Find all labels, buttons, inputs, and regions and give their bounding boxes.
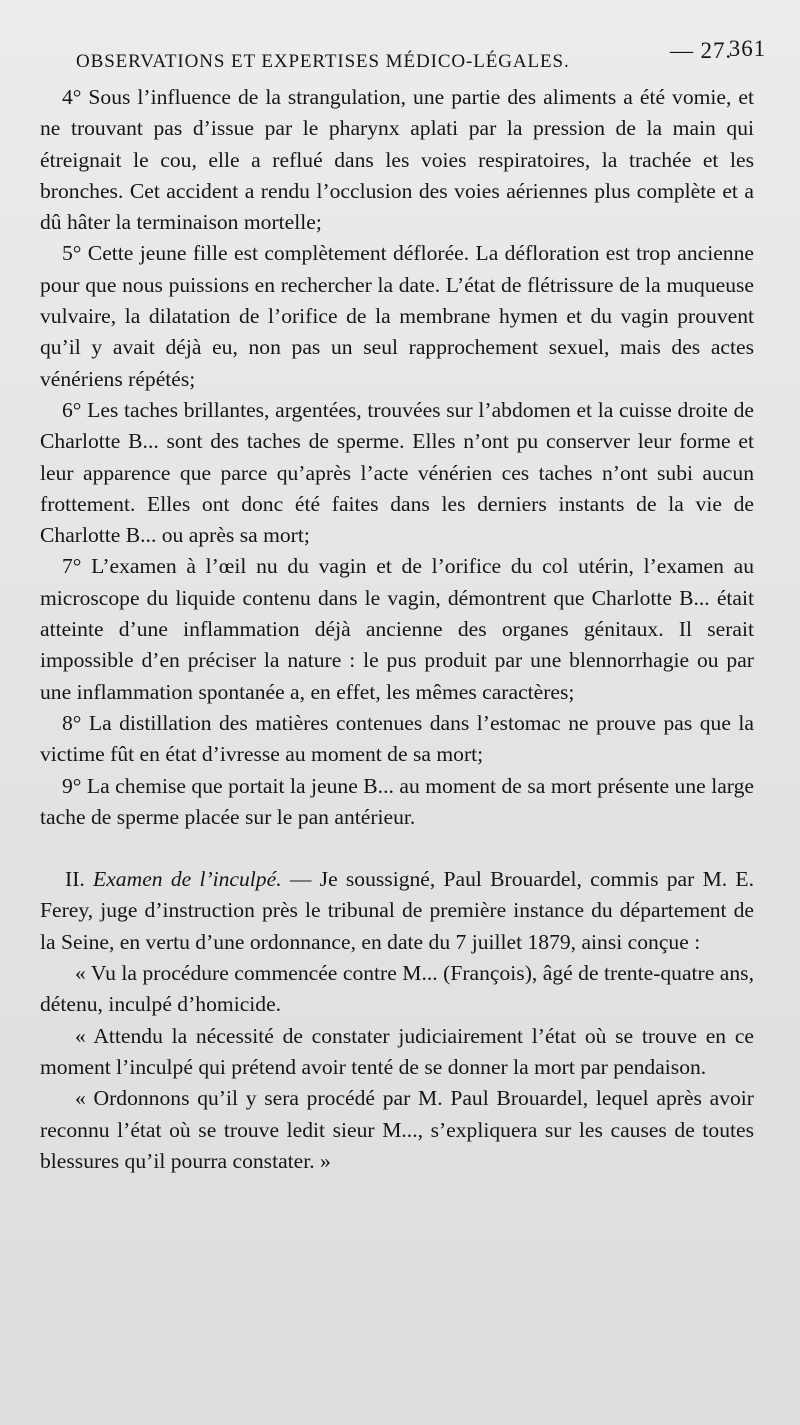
section-number: — 27. — [670, 38, 732, 63]
section-two-title: Examen de l’inculpé. — [93, 867, 282, 892]
conclusion-6: 6° Les taches brillantes, argentées, trouvées sur l’abdomen et la cuisse droite de Charlotte B... sont des taches de sperme. Elles n’ont pu conserver leur forme et leur apparence que parce qu’après l’acte vénérien ces taches n’ont subi aucun frottement. Elles ont donc été faites dans les derniers instants de la vie de Charlotte B... ou après sa mort; — [40, 397, 754, 548]
section-two-number: II. — [65, 867, 85, 892]
conclusion-9: 9° La chemise que portait la jeune B... au moment de sa mort présente une large tache de sperme placée sur le pan antérieur. — [40, 773, 754, 829]
conclusion-4: 4° Sous l’influence de la strangulation, une partie des aliments a été vomie, et ne trouvant pas d’issue par le pharynx aplati par la pression de la main qui étreignait le cou, elle a reflué dans les voies respiratoires, la trachée et les bronches. Cet accident a rendu l’occlusion des voies aériennes plus complète et a dû hâter la terminaison mortelle; — [40, 85, 754, 235]
ordinance-quote-3: « Ordonnons qu’il y sera procédé par M. Paul Brouardel, lequel après avoir reconnu l’état où se trouve ledit sieur M..., s’expliquera sur les causes de toutes blessures qu’il pourra constater. » — [40, 1086, 754, 1173]
page-number: 361 — [728, 36, 766, 61]
section-two-paragraph — [40, 864, 754, 958]
running-header — [76, 34, 766, 74]
conclusion-8: 8° La distillation des matières contenues dans l’estomac ne prouve pas que la victime fût en état d’ivresse au moment de sa mort; — [40, 710, 754, 767]
section-two-text: — Je soussigné, Paul Brouardel, commis par M. E. Ferey, juge d’instruction près le tribunal de première instance du département de la Seine, en vertu d’une ordonnance, en date du 7 juillet 1879, ainsi conçue : — [40, 867, 754, 954]
ordinance-quote-1: « Vu la procédure commencée contre M... (François), âgé de trente-quatre ans, détenu, inculpé d’homicide. — [40, 961, 754, 1017]
running-title: OBSERVATIONS ET EXPERTISES MÉDICO-LÉGALES. — [76, 51, 570, 72]
ordinance-quote-2: « Attendu la nécessité de constater judiciairement l’état où se trouve en ce moment l’inculpé qui prétend avoir tenté de se donner la mort par pendaison. — [40, 1023, 754, 1079]
page-body — [40, 82, 754, 1177]
conclusion-5: 5° Cette jeune fille est complètement déflorée. La défloration est trop ancienne pour que nous puissions en rechercher la date. L’état de flétrissure de la muqueuse vulvaire, la dilatation de l’orifice de la membrane hymen et du vagin prouvent qu’il y avait déjà eu, non pas un seul rapprochement sexuel, mais des actes vénériens répétés; — [40, 241, 754, 391]
conclusion-7: 7° L’examen à l’œil nu du vagin et de l’orifice du col utérin, l’examen au microscope du liquide contenu dans le vagin, démontrent que Charlotte B... était atteinte d’une inflammation déjà ancienne des organes génitaux. Il serait impossible d’en préciser la nature : le pus produit par une blennorrhagie ou par une inflammation spontanée a, en effet, les mêmes caractères; — [40, 554, 754, 704]
